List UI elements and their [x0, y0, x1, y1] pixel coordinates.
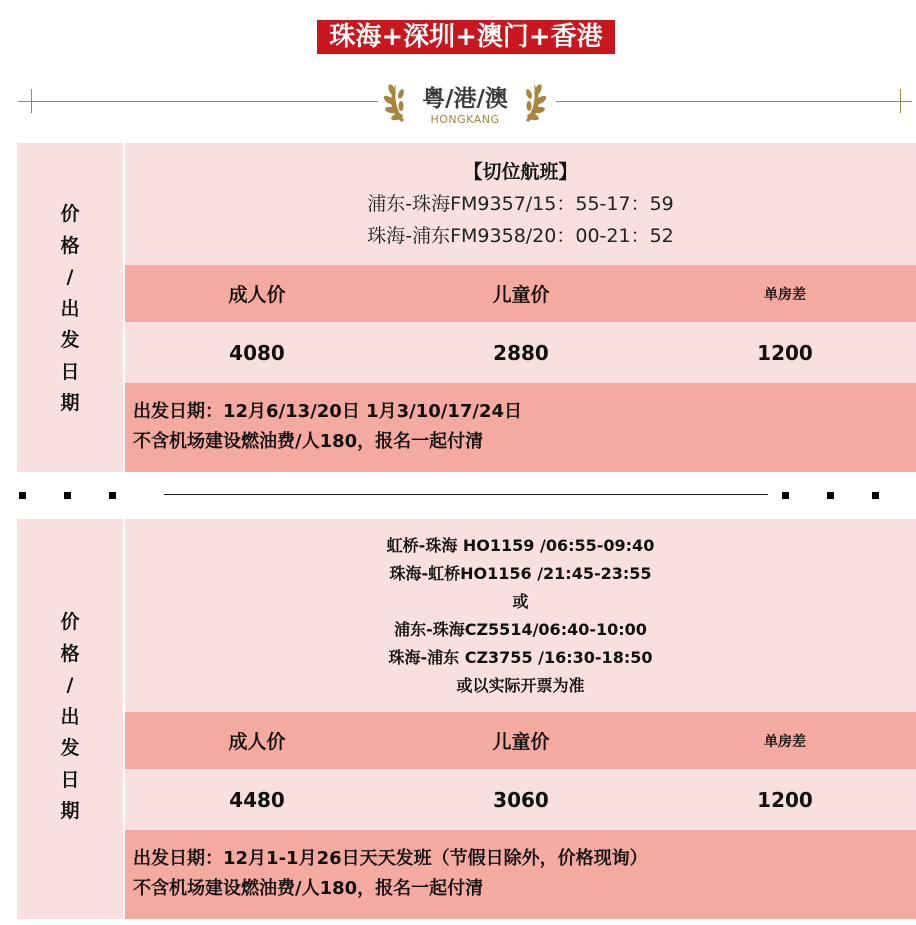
- separator-dot: [782, 492, 789, 499]
- section-content: [125, 143, 916, 472]
- departure-dates: 出发日期：12月6/13/20日 1月3/10/17/24日: [133, 401, 523, 422]
- single-room-price: 1200: [757, 340, 813, 365]
- price-header-row: [125, 712, 916, 769]
- side-label-char: 期: [60, 800, 80, 822]
- divider-tick-left: [31, 89, 32, 113]
- section-sidebar: [17, 519, 123, 919]
- side-label-char: 发: [60, 737, 80, 759]
- price-header-row: [125, 265, 916, 322]
- flight-line: 或: [512, 592, 529, 611]
- side-label-char: 发: [60, 329, 80, 351]
- flight-line: 或以实际开票为准: [456, 676, 585, 695]
- flight-line: 浦东-珠海CZ5514/06:40-10:00: [394, 620, 647, 639]
- child-price-header: 儿童价: [492, 284, 550, 306]
- adult-price-header: 成人价: [228, 284, 286, 306]
- fee-note: 不含机场建设燃油费/人180，报名一起付清: [133, 878, 484, 899]
- separator-dot: [64, 492, 71, 499]
- side-label: [17, 607, 123, 828]
- price-value-row: [125, 769, 916, 830]
- child-price: 2880: [493, 340, 549, 365]
- side-label-char: 出: [60, 297, 80, 320]
- section-sidebar: [17, 143, 123, 472]
- notes-box: [125, 830, 916, 919]
- adult-price-header: 成人价: [228, 731, 286, 753]
- side-label-char: 格: [60, 642, 80, 665]
- flight-line: 珠海-虹桥HO1156 /21:45-23:55: [389, 564, 652, 583]
- divider-right: [556, 101, 912, 102]
- side-label-char: /: [66, 674, 74, 696]
- price-section-2: [17, 519, 916, 919]
- flight-line: 浦东-珠海FM9357/15：55-17：59: [367, 193, 674, 215]
- single-room-header: 单房差: [764, 286, 806, 303]
- divider-left: [18, 101, 378, 102]
- side-label-char: 格: [60, 234, 80, 257]
- page-title: 珠海+深圳+澳门+香港: [317, 20, 615, 54]
- price-section-1: [17, 143, 916, 472]
- side-label-char: 出: [60, 705, 80, 728]
- flight-heading: 【切位航班】: [463, 161, 578, 183]
- adult-price: 4080: [229, 340, 285, 365]
- emblem-subtitle: HONGKANG: [430, 113, 500, 126]
- side-label: [17, 199, 123, 420]
- separator-dot: [109, 492, 116, 499]
- separator-line: [164, 494, 768, 495]
- separator-dot: [827, 492, 834, 499]
- side-label-char: 价: [60, 611, 80, 633]
- price-value-row: [125, 322, 916, 383]
- side-label-char: 价: [60, 203, 80, 225]
- flight-info: [125, 519, 916, 712]
- side-label-char: 日: [60, 360, 80, 383]
- flight-line: 虹桥-珠海 HO1159 /06:55-09:40: [386, 536, 655, 555]
- flight-info: [125, 143, 916, 265]
- single-room-header: 单房差: [764, 733, 806, 750]
- single-room-price: 1200: [757, 787, 813, 812]
- side-label-char: /: [66, 266, 74, 288]
- adult-price: 4480: [229, 787, 285, 812]
- child-price-header: 儿童价: [492, 731, 550, 753]
- emblem-title: 粤/港/澳: [422, 86, 508, 112]
- side-label-char: 日: [60, 768, 80, 791]
- flight-line: 珠海-浦东 CZ3755 /16:30-18:50: [388, 648, 653, 667]
- divider-tick-right: [900, 89, 901, 113]
- side-label-char: 期: [60, 392, 80, 414]
- separator-dot: [872, 492, 879, 499]
- section-content: [125, 519, 916, 919]
- child-price: 3060: [493, 787, 549, 812]
- notes-box: [125, 383, 916, 472]
- departure-dates: 出发日期：12月1-1月26日天天发班（节假日除外，价格现询）: [133, 848, 648, 869]
- separator-dot: [19, 492, 26, 499]
- flight-line: 珠海-浦东FM9358/20：00-21：52: [367, 225, 674, 247]
- fee-note: 不含机场建设燃油费/人180，报名一起付清: [133, 431, 484, 452]
